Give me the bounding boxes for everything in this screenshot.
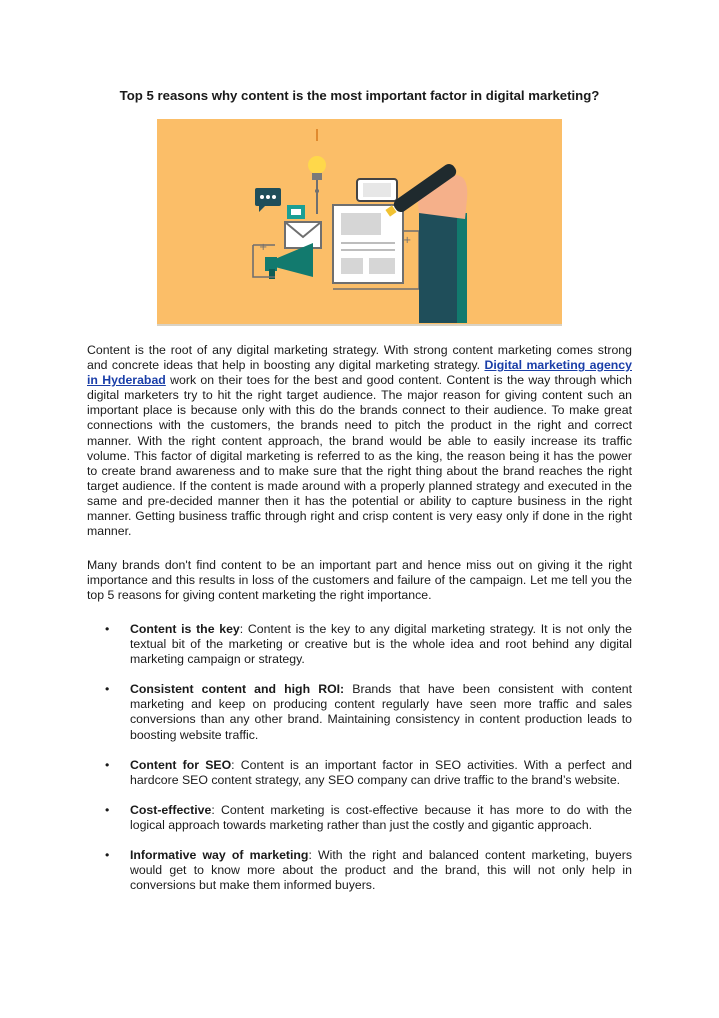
list-item	[87, 622, 632, 667]
list-item	[87, 682, 632, 742]
reason-text: : Content is an important factor in SEO activities. With a perfect and hardcore SEO content strategy, any SEO company can drive traffic to the brand’s website.	[130, 757, 632, 787]
bullet-icon: •	[105, 682, 110, 697]
email-envelope-icon	[285, 205, 321, 248]
reason-text: : Content marketing is cost-effective because it has more to do with the logical approach towards marketing rather than just the costly and gigantic approach.	[130, 802, 632, 832]
bullet-icon: •	[105, 622, 110, 636]
reason-text: : Content is the key to any digital marketing strategy. It is not only the textual bit of the marketing or creative but is the whole idea and root behind any digital marketing campaign or strategy.	[130, 622, 632, 667]
smartphone-icon	[357, 179, 397, 201]
chat-bubble-icon	[255, 188, 281, 212]
light-bulb-icon	[308, 129, 326, 214]
intro-text-end: work on their toes for the best and good content. Content is the way through which digital marketers try to hit the right target audience. The major reason for giving content such an important place is because only with this do the brands connect to their audience. To make great connections with the customers, the brands need to pitch the product in the right and correct manner. With the right content approach, the brand would be able to easily increase its traffic volume. This factor of digital marketing is referred to as the king, the reason being it has the power to create brand awareness and to make sure that the right thing about the brand reaches the right target audience. If the content is made around with a properly planned strategy and executed in the same and pre-decided manner then it has the potential or ability to capture business in the right manner. Getting business traffic through right and crisp content is very easy only if done in the right manner.	[87, 373, 633, 539]
reason-heading: Content for SEO	[130, 757, 232, 772]
svg-text:+: +	[403, 235, 412, 246]
reason-heading: Consistent content and high ROI:	[130, 682, 345, 697]
list-item	[87, 848, 632, 893]
list-item	[87, 803, 632, 833]
content-marketing-illustration	[157, 119, 562, 324]
document-icon	[333, 205, 403, 283]
bullet-icon: •	[105, 848, 110, 863]
reason-heading: Informative way of marketing	[130, 848, 309, 863]
intro-text-start: Content is the root of any digital marketing strategy. With strong content marketing comes strong and concrete ideas that help in boosting any digital marketing strategy.	[87, 343, 632, 373]
reason-heading: Content is the key	[130, 622, 240, 636]
reason-text: : With the right and balanced content marketing, buyers would get to know more about the product and the brand, this will not only help in conversions but make them informed buyers.	[130, 848, 632, 893]
svg-text:+: +	[259, 242, 268, 253]
reason-text: Brands that have been consistent with content marketing and keep on producing content regularly have seen more traffic and sales conversions than any other brand. Maintaining consistency in content production leads to boosting website traffic.	[130, 682, 632, 742]
agency-link[interactable]: Digital marketing agency in Hyderabad	[87, 358, 632, 388]
bullet-icon: •	[105, 757, 110, 772]
reasons-list	[87, 622, 632, 908]
page-title: Top 5 reasons why content is the most important factor in digital marketing?	[119, 88, 600, 103]
second-paragraph: Many brands don't find content to be an important part and hence miss out on giving it the right importance and this results in loss of the customers and failure of the campaign. Let me tell you the top 5 reasons for giving content marketing the right importance.	[87, 558, 632, 603]
intro-paragraph	[87, 343, 632, 539]
list-item	[87, 758, 632, 788]
hero-illustration	[157, 119, 562, 326]
bullet-icon: •	[105, 802, 110, 817]
reason-heading: Cost-effective	[130, 802, 212, 817]
